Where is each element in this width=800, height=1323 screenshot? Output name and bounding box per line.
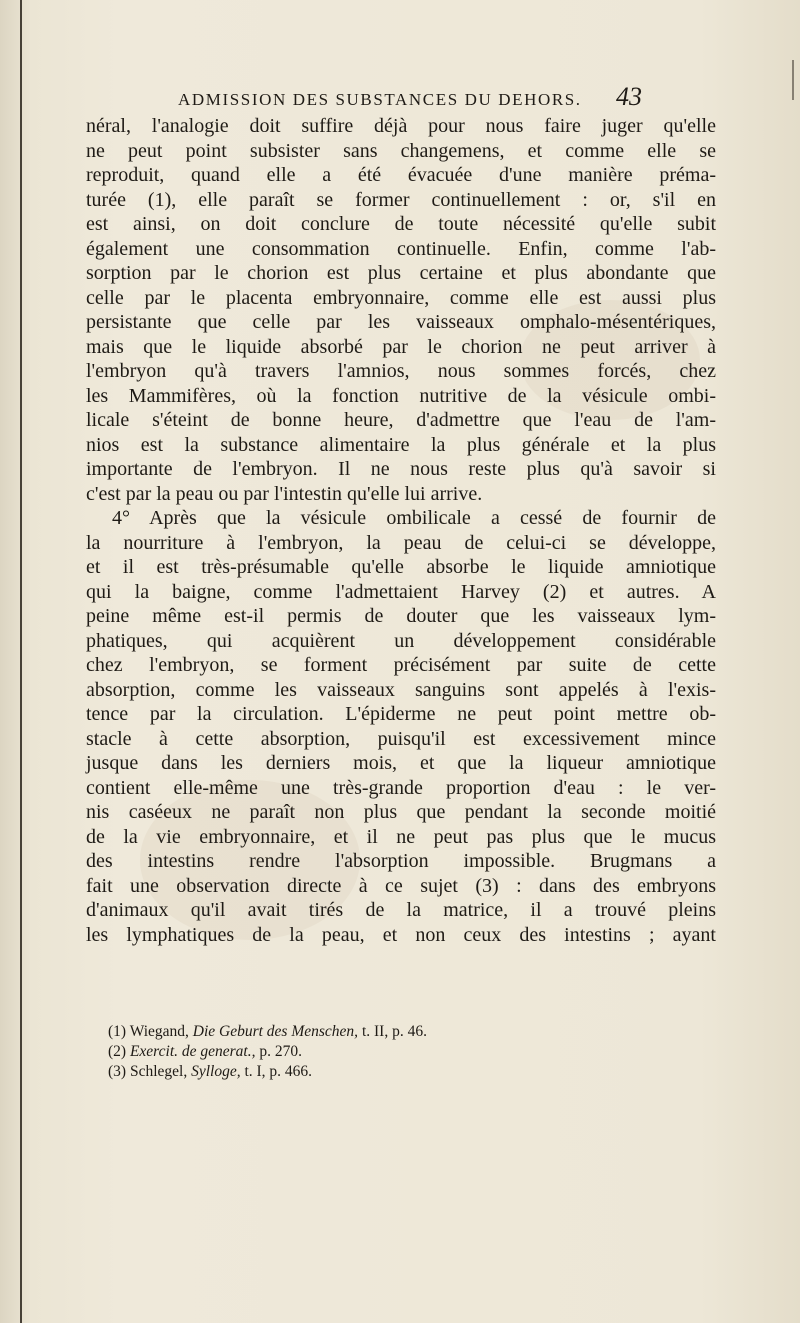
text-line: est ainsi, on doit conclure de toute nécessité qu'elle subit (86, 213, 716, 235)
text-line: ne peut point subsister sans changemens, et comme elle se (86, 139, 716, 162)
footnote (108, 1062, 728, 1082)
text-line: phatiques, qui acquièrent un développement considérable (86, 629, 716, 652)
footnote-ref: t. I, p. 466. (244, 1063, 313, 1080)
text-line: chez l'embryon, se forment précisément par suite de cette (86, 654, 716, 676)
text-line: importante de l'embryon. Il ne nous reste plus qu'à savoir si (86, 458, 716, 480)
text-line: d'animaux qu'il avait tirés de la matrice, il a trouvé pleins (86, 899, 716, 921)
text-line: turée (1), elle paraît se former continuellement : or, s'il en (86, 188, 716, 211)
text-line: celle par le placenta embryonnaire, comme elle est aussi plus (86, 286, 716, 309)
footnote-number: (3) (108, 1063, 127, 1080)
text-line: licale s'éteint de bonne heure, d'admettre que l'eau de l'am- (86, 409, 716, 431)
page-edge-mark (792, 60, 794, 100)
text-line: les Mammifères, où la fonction nutritive de la vésicule ombi- (86, 384, 716, 407)
text-line: qui la baigne, comme l'admettaient Harvey (2) et autres. A (86, 580, 716, 603)
text-line: reproduit, quand elle a été évacuée d'une manière préma- (86, 164, 716, 186)
text-line: nios est la substance alimentaire la plus générale et la plus (86, 433, 716, 456)
footnote (108, 1042, 728, 1062)
footnote-title: Sylloge, (191, 1063, 241, 1080)
text-line: tence par la circulation. L'épiderme ne peut point mettre ob- (86, 703, 716, 725)
footnote-title: Exercit. de generat., (129, 1043, 256, 1060)
footnotes (108, 1022, 728, 1082)
text-line: persistante que celle par les vaisseaux omphalo-mésentériques, (86, 311, 716, 333)
text-line: stacle à cette absorption, puisqu'il est excessivement mince (86, 727, 716, 750)
text-line: peine même est-il permis de douter que les vaisseaux lym- (86, 605, 716, 627)
text-line: de la vie embryonnaire, et il ne peut pas plus que le mucus (86, 825, 716, 848)
footnote (108, 1022, 728, 1042)
text-line: sorption par le chorion est plus certaine et plus abondante que (86, 262, 716, 284)
text-line: les lymphatiques de la peau, et non ceux des intestins ; ayant (86, 923, 716, 946)
footnote-number: (1) (108, 1023, 127, 1040)
footnote-ref: t. II, p. 46. (361, 1023, 427, 1040)
text-line: néral, l'analogie doit suffire déjà pour nous faire juger qu'elle (86, 115, 716, 137)
footnote-title: Die Geburt des Menschen, (192, 1023, 359, 1040)
footnote-author: Wiegand, (129, 1023, 189, 1040)
page-header (172, 82, 672, 116)
footnote-ref: p. 270. (259, 1043, 302, 1060)
text-line: nis caséeux ne paraît non plus que pendant la seconde moitié (86, 801, 716, 823)
text-line: fait une observation directe à ce sujet (3) : dans des embryons (86, 874, 716, 897)
text-line: et il est très-présumable qu'elle absorbe le liquide amniotique (86, 556, 716, 578)
body-text (86, 114, 716, 947)
text-line: également une consommation continuelle. Enfin, comme l'ab- (86, 237, 716, 260)
footnote-author: Schlegel, (129, 1063, 188, 1080)
page-number: 43 (616, 82, 642, 111)
text-line: des intestins rendre l'absorption impossible. Brugmans a (86, 850, 716, 872)
footnote-number: (2) (108, 1043, 127, 1060)
text-line: l'embryon qu'à travers l'amnios, nous sommes forcés, chez (86, 360, 716, 382)
text-line: c'est par la peau ou par l'intestin qu'elle lui arrive. (86, 482, 483, 505)
page-edge-shadow (20, 0, 22, 1323)
text-line: la nourriture à l'embryon, la peau de celui-ci se développe, (86, 531, 716, 554)
text-line: 4° Après que la vésicule ombilicale a cessé de fournir de (112, 507, 716, 529)
text-line: jusque dans les derniers mois, et que la liqueur amniotique (86, 752, 716, 774)
text-line: absorption, comme les vaisseaux sanguins sont appelés à l'exis- (86, 678, 716, 701)
running-head: ADMISSION DES SUBSTANCES DU DEHORS. (178, 90, 582, 109)
text-line: mais que le liquide absorbé par le chorion ne peut arriver à (86, 335, 716, 358)
text-line: contient elle-même une très-grande proportion d'eau : le ver- (86, 776, 716, 799)
